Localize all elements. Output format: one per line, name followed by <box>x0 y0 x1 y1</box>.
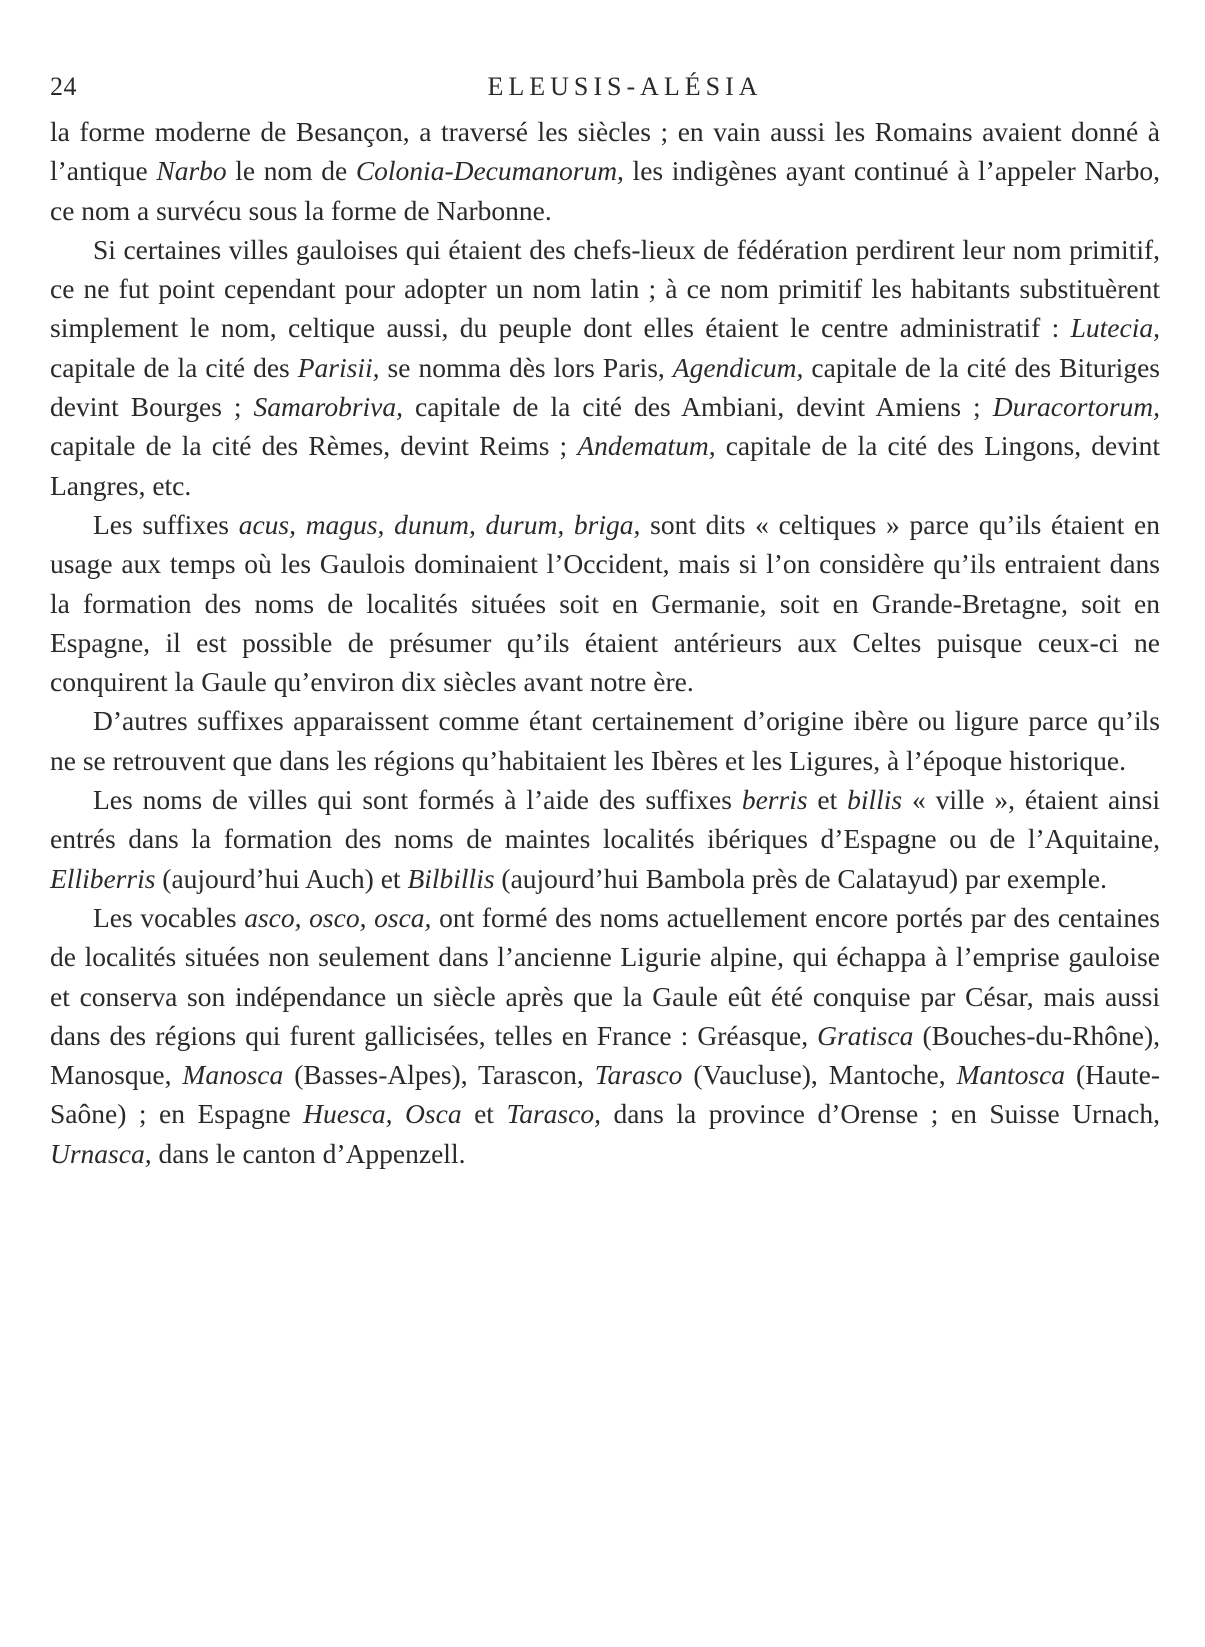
text-run: dans le canton d’Appenzell. <box>151 1137 466 1169</box>
paragraph <box>50 701 1160 780</box>
italic-term: Samarobriva, <box>253 391 404 423</box>
text-run: (aujourd’hui Auch) et <box>155 862 408 894</box>
italic-term: Bilbillis <box>407 862 495 894</box>
italic-term: acus, magus, dunum, durum, briga, <box>238 508 641 540</box>
paragraph <box>50 505 1160 701</box>
italic-term: Duracortorum, <box>992 391 1160 423</box>
text-run: dans la province d’Orense ; en Suisse Urnach, <box>600 1098 1160 1130</box>
italic-term: Gratisca <box>817 1019 914 1051</box>
text-run: (Haute-Saône) ; en Espagne <box>50 1059 1160 1130</box>
text-run: capitale de la cité des Ambiani, devint Amiens ; <box>403 391 993 423</box>
italic-term: Manosca <box>182 1059 284 1091</box>
text-run: (Bouches-du-Rhône), Manosque, <box>50 1019 1161 1091</box>
text-run: sont dits « celtiques » parce qu’ils étaient en usage aux temps où les Gaulois dominaient l’Occident, mais si l’on considère qu’ils entraient dans la formation des noms de localités situées soit en Germanie, soit en Grande-Bretagne, soit en Espagne, il est possible de présumer qu’ils étaient antérieurs aux Celtes puisque ceux-ci ne conquirent la Gaule qu’environ dix siècles avant notre ère. <box>50 508 1161 698</box>
italic-term: Andematum, <box>577 430 716 462</box>
italic-term: Urnasca, <box>50 1137 152 1169</box>
text-run <box>393 1098 406 1129</box>
italic-term: Tarasco <box>594 1059 683 1091</box>
text-run: la forme moderne de Besançon, a traversé les siècles ; en vain aussi les Romains avaient donné à l’antique <box>50 116 1160 187</box>
paragraph <box>50 112 1160 230</box>
italic-term: asco, <box>244 901 302 933</box>
italic-term: Agendicum, <box>672 351 804 383</box>
paragraph <box>50 898 1160 1173</box>
text-run: « ville », étaient ainsi entrés dans la formation des noms de maintes localités ibériques d’Espagne ou de l’Aquitaine, <box>50 784 1160 855</box>
paragraph <box>50 780 1160 898</box>
italic-term: Elliberris <box>50 862 156 894</box>
italic-term: osca, <box>374 901 432 933</box>
italic-term: Huesca, <box>303 1098 393 1130</box>
text-run: (Vaucluse), Mantoche, <box>682 1059 957 1091</box>
text-run: capitale de la cité des Bituriges devint Bourges ; <box>50 351 1160 423</box>
text-run: Si certaines villes gauloises qui étaient des chefs-lieux de fédération perdirent leur nom primitif, ce ne fut point cependant pour adopter un nom latin ; à ce nom primitif les habitants substituèrent simplement le nom, celtique aussi, du peuple dont elles étaient le centre administratif : <box>50 233 1160 344</box>
text-run: le nom de <box>226 155 356 187</box>
paragraph <box>50 230 1160 505</box>
text-run: les indigènes ayant continué à l’appeler Narbo, ce nom a survécu sous la forme de Narbonne. <box>50 155 1160 226</box>
running-title: ELEUSIS-ALÉSIA <box>487 72 763 101</box>
text-run: (aujourd’hui Bambola près de Calatayud) par exemple. <box>494 862 1107 894</box>
text-run: ont formé des noms actuellement encore portés par des centaines de localités situées non seulement dans l’ancienne Ligurie alpine, qui échappa à l’emprise gauloise et conserva son indépendance un siècle après que la Gaule eût été conquise par César, mais aussi dans des régions qui furent gallicisées, telles en France : Gréasque, <box>50 901 1161 1051</box>
text-run: Les vocables <box>93 901 245 933</box>
text-run <box>366 902 374 933</box>
text-run: Les suffixes <box>93 508 239 540</box>
italic-term: Parisii, <box>297 351 380 383</box>
running-head <box>50 72 1160 112</box>
text-run: se nomma dès lors Paris, <box>379 351 673 383</box>
text-run: capitale de la cité des Rèmes, devint Reims ; <box>50 430 578 462</box>
page-number: 24 <box>50 72 77 101</box>
italic-term: Narbo <box>156 155 227 187</box>
text-run: Les noms de villes qui sont formés à l’aide des suffixes <box>93 784 742 816</box>
italic-term: Colonia-Decumanorum, <box>355 155 624 187</box>
text-run: (Basses-Alpes), Tarascon, <box>283 1059 595 1091</box>
italic-term: berris <box>741 784 808 816</box>
italic-term: Osca <box>405 1098 462 1130</box>
text-run: et <box>461 1098 507 1130</box>
italic-term: billis <box>847 784 903 816</box>
book-page <box>50 72 1160 1173</box>
italic-term: Lutecia, <box>1070 312 1160 344</box>
text-run: et <box>807 784 848 816</box>
italic-term: Mantosca <box>956 1059 1066 1091</box>
text-run: capitale de la cité des <box>50 351 298 383</box>
italic-term: osco, <box>309 901 367 933</box>
text-run: D’autres suffixes apparaissent comme étant certainement d’origine ibère ou ligure parce qu’ils ne se retrouvent que dans les régions qu’habitaient les Ibères et les Ligures, à l’époque historique. <box>50 705 1160 776</box>
body-text <box>50 112 1160 1173</box>
italic-term: Tarasco, <box>506 1098 601 1130</box>
text-run: capitale de la cité des Lingons, devint Langres, etc. <box>50 430 1160 501</box>
